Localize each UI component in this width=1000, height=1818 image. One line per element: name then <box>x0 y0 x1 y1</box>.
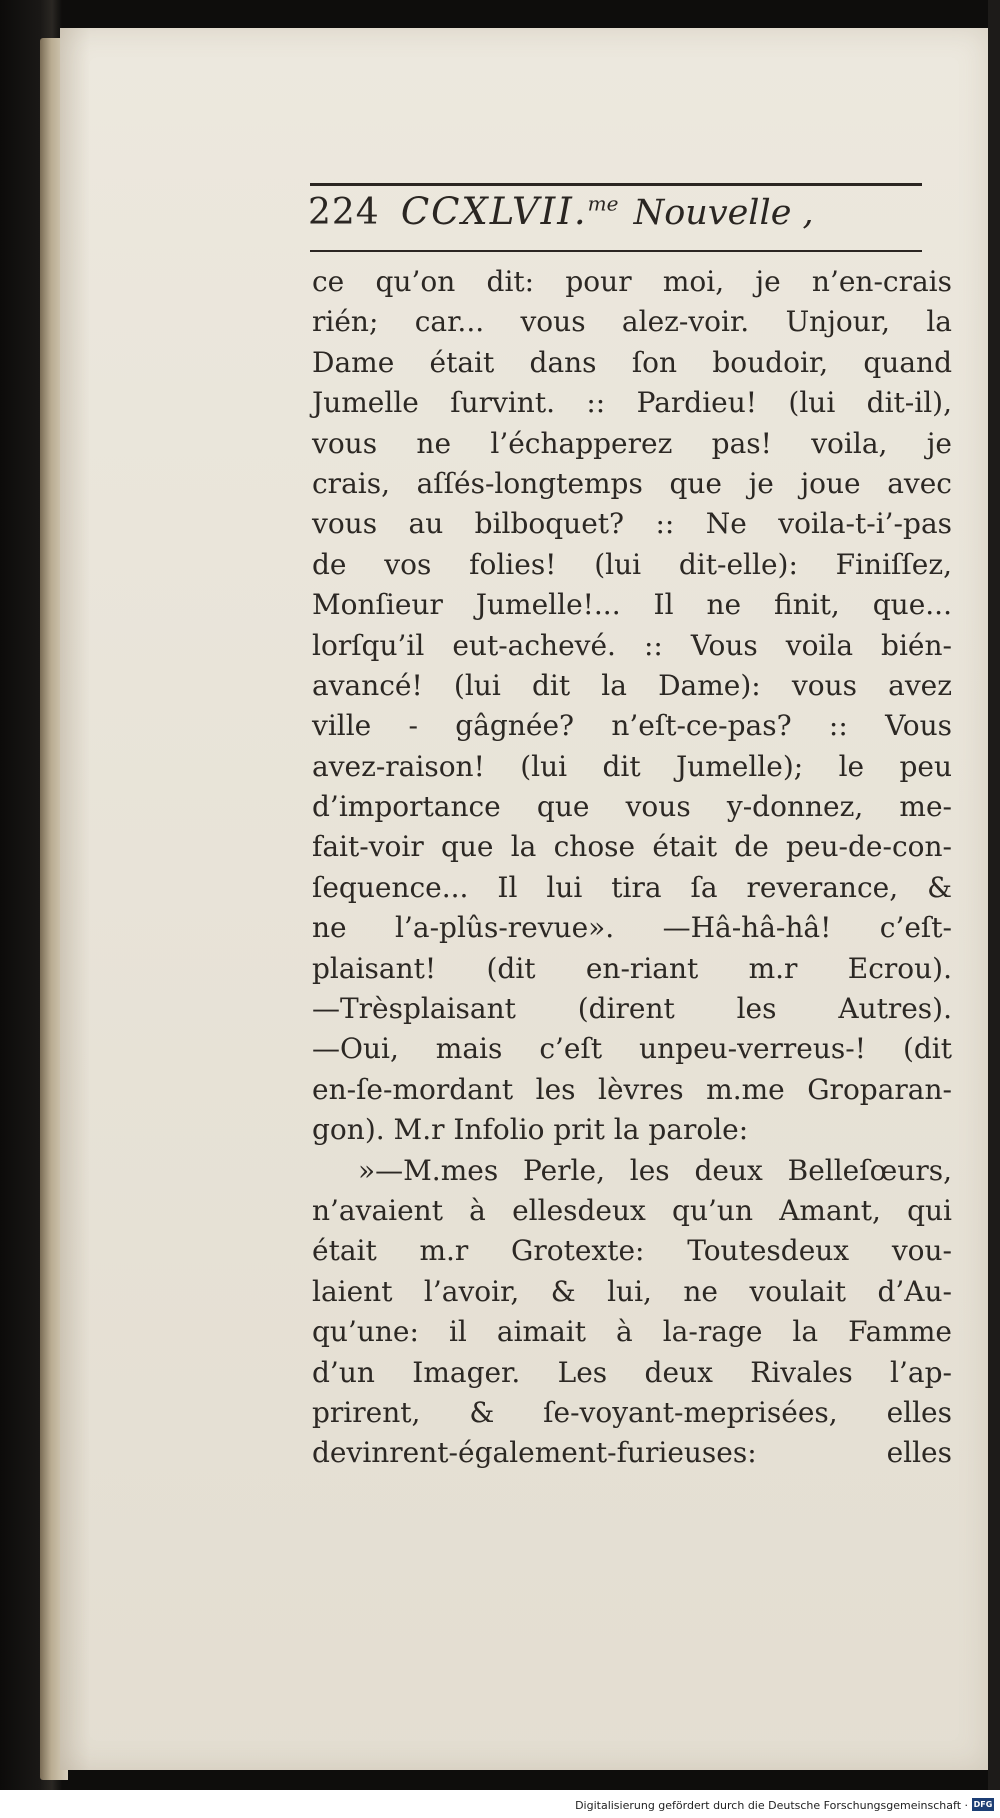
right-border <box>988 0 1000 1790</box>
text-line-2: rién; car... vous alez-voir. Unjour, la <box>312 305 952 339</box>
text-line-6: crais, aſſés-longtemps que je joue avec <box>312 466 952 500</box>
text-line-21: en-ſe-mordant les lèvres m.me Groparan- <box>312 1072 952 1106</box>
text-line-8: de vos folies! (lui dit-elle): Finiſſez, <box>312 547 952 581</box>
text-line-24: n’avaient à ellesdeux qu’un Amant, qui <box>312 1193 952 1227</box>
text-line-18: plaisant! (dit en-riant m.r Ecrou). <box>312 951 952 985</box>
dfg-logo-icon: DFG <box>973 1800 993 1809</box>
text-line-5: vous ne l’échapperez pas! voila, je <box>312 426 952 460</box>
text-line-26: laient l’avoir, & lui, ne voulait d’Au- <box>312 1274 952 1308</box>
text-line-15: fait-voir que la chose était de peu-de-con- <box>312 830 952 864</box>
text-line-7: vous au bilboquet? :: Ne voila-t-i’-pas <box>312 507 952 541</box>
running-subtitle: Nouvelle , <box>633 193 814 233</box>
running-title <box>401 190 619 233</box>
text-line-23: »—M.mes Perle, les deux Belleſœurs, <box>358 1153 952 1187</box>
text-line-27: qu’une: il aimait à la-rage la Famme <box>312 1315 952 1349</box>
text-line-1: ce qu’on dit: pour moi, je n’en-crais <box>312 265 952 298</box>
text-line-12: ville - gâgnée? n’eſt-ce-pas? :: Vous <box>312 709 952 743</box>
text-line-29: prirent, & ſe-voyant-meprisées, elles <box>312 1395 952 1429</box>
page-header <box>308 190 948 248</box>
text-line-17: ne l’a-plûs-revue». —Hâ-hâ-hâ! c’eſt- <box>312 911 952 945</box>
text-line-11: avancé! (lui dit la Dame): vous avez <box>312 668 952 702</box>
text-line-16: ſequence... Il lui tira ſa reverance, & <box>312 870 952 904</box>
text-line-3: Dame était dans ſon boudoir, quand <box>312 345 952 379</box>
text-line-4: Jumelle ſurvint. :: Pardieu! (lui dit-il), <box>312 386 952 420</box>
text-line-13: avez-raison! (lui dit Jumelle); le peu <box>312 749 952 783</box>
text-line-20: —Oui, mais c’eſt unpeu-verreus-! (dit <box>312 1032 952 1066</box>
running-title-text: CCXLVII. <box>400 190 588 233</box>
funding-credit: Digitalisierung gefördert durch die Deutsche Forschungsgemeinschaft · <box>575 1799 968 1812</box>
text-line-10: lorſqu’il eut-achevé. :: Vous voila bién- <box>312 628 952 662</box>
text-line-19: —Trèsplaisant (dirent les Autres). <box>312 992 952 1026</box>
page-number: 224 <box>308 192 380 233</box>
text-line-9: Monſieur Jumelle!... Il ne finit, que... <box>312 588 952 622</box>
header-rule-bottom <box>310 250 922 252</box>
text-line-28: d’un Imager. Les deux Rivales l’ap- <box>312 1355 952 1389</box>
text-line-25: était m.r Grotexte: Toutesdeux vou- <box>312 1234 952 1268</box>
text-line-22: gon). M.r Infolio prit la parole: <box>312 1113 749 1147</box>
header-rule-top <box>310 183 922 186</box>
body-text <box>312 262 952 1474</box>
text-line-30: devinrent-également-furieuses: elles <box>312 1436 952 1470</box>
running-title-superscript: me <box>587 191 619 216</box>
text-line-14: d’importance que vous y-donnez, me- <box>312 790 952 824</box>
